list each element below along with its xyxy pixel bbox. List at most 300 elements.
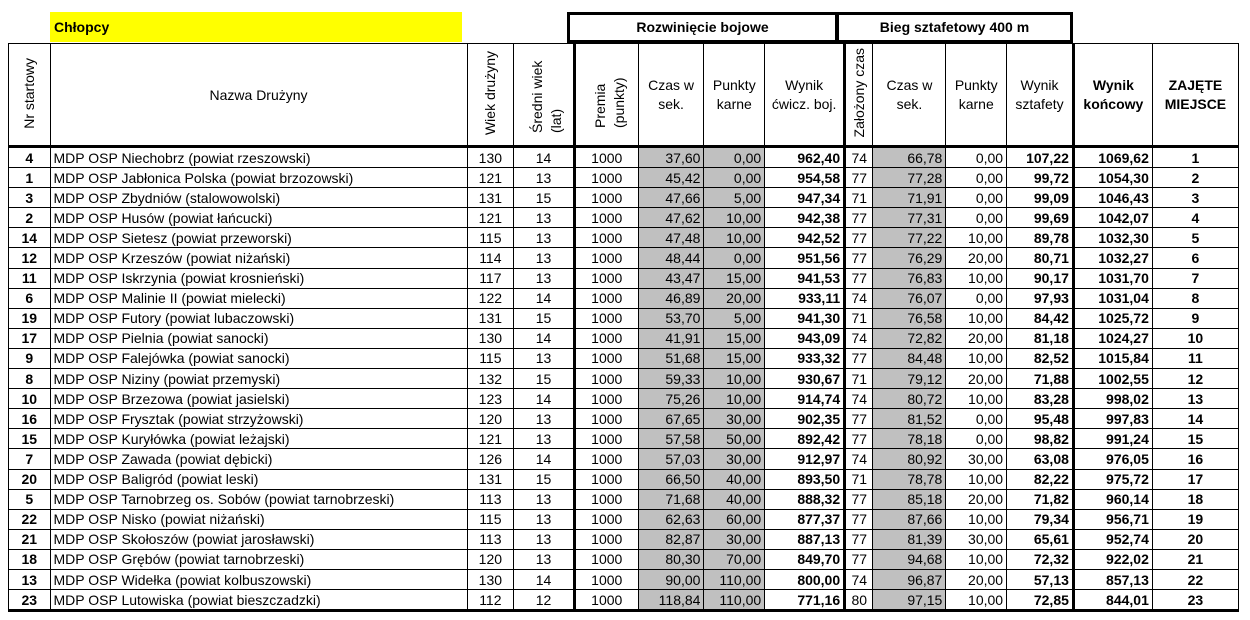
cell-relay-penalty[interactable]: 30,00 bbox=[946, 449, 1007, 469]
cell-combat-result[interactable]: 930,67 bbox=[765, 369, 845, 389]
cell-avg-age[interactable]: 14 bbox=[514, 389, 575, 409]
cell-team-name[interactable]: MDP OSP Tarnobrzeg os. Sobów (powiat tarnobrzeski) bbox=[50, 489, 467, 509]
cell-combat-penalty[interactable]: 10,00 bbox=[704, 228, 765, 248]
cell-final-result[interactable]: 975,72 bbox=[1073, 469, 1152, 489]
cell-combat-penalty[interactable]: 30,00 bbox=[704, 449, 765, 469]
cell-premium[interactable]: 1000 bbox=[574, 288, 638, 308]
col-header-relay-assumed[interactable]: Założony czas bbox=[845, 44, 873, 147]
cell-avg-age[interactable]: 13 bbox=[514, 409, 575, 429]
table-row[interactable] bbox=[9, 429, 1239, 449]
cell-relay-result[interactable]: 90,17 bbox=[1007, 268, 1074, 288]
cell-premium[interactable]: 1000 bbox=[574, 268, 638, 288]
cell-final-result[interactable]: 956,71 bbox=[1073, 509, 1152, 529]
cell-relay-time[interactable]: 81,39 bbox=[873, 529, 946, 549]
cell-combat-result[interactable]: 962,40 bbox=[765, 147, 845, 168]
cell-combat-time[interactable]: 57,58 bbox=[638, 429, 704, 449]
cell-relay-assumed[interactable]: 77 bbox=[845, 228, 873, 248]
cell-team-name[interactable]: MDP OSP Baligród (powiat leski) bbox=[50, 469, 467, 489]
cell-team-age[interactable]: 120 bbox=[467, 549, 514, 569]
table-row[interactable] bbox=[9, 228, 1239, 248]
cell-avg-age[interactable]: 13 bbox=[514, 529, 575, 549]
cell-avg-age[interactable]: 15 bbox=[514, 369, 575, 389]
cell-relay-assumed[interactable]: 77 bbox=[845, 409, 873, 429]
cell-relay-penalty[interactable]: 0,00 bbox=[946, 208, 1007, 228]
cell-place[interactable]: 15 bbox=[1152, 429, 1238, 449]
cell-relay-assumed[interactable]: 77 bbox=[845, 168, 873, 188]
cell-premium[interactable]: 1000 bbox=[574, 369, 638, 389]
cell-relay-result[interactable]: 99,09 bbox=[1007, 188, 1074, 208]
cell-combat-time[interactable]: 90,00 bbox=[638, 569, 704, 589]
cell-relay-time[interactable]: 80,72 bbox=[873, 389, 946, 409]
cell-team-name[interactable]: MDP OSP Nisko (powiat niżański) bbox=[50, 509, 467, 529]
cell-start-number[interactable]: 9 bbox=[9, 348, 51, 368]
cell-relay-assumed[interactable]: 74 bbox=[845, 147, 873, 168]
table-row[interactable] bbox=[9, 188, 1239, 208]
cell-relay-result[interactable]: 83,28 bbox=[1007, 389, 1074, 409]
cell-avg-age[interactable]: 13 bbox=[514, 248, 575, 268]
table-row[interactable] bbox=[9, 489, 1239, 509]
cell-final-result[interactable]: 998,02 bbox=[1073, 389, 1152, 409]
col-header-relay-result[interactable]: Wynik sztafety bbox=[1007, 44, 1074, 147]
cell-combat-time[interactable]: 118,84 bbox=[638, 590, 704, 611]
cell-relay-time[interactable]: 85,18 bbox=[873, 489, 946, 509]
cell-final-result[interactable]: 844,01 bbox=[1073, 590, 1152, 611]
table-row[interactable] bbox=[9, 529, 1239, 549]
table-row[interactable] bbox=[9, 389, 1239, 409]
cell-relay-result[interactable]: 107,22 bbox=[1007, 147, 1074, 168]
cell-relay-result[interactable]: 79,34 bbox=[1007, 509, 1074, 529]
cell-final-result[interactable]: 1025,72 bbox=[1073, 308, 1152, 328]
cell-team-age[interactable]: 113 bbox=[467, 529, 514, 549]
cell-relay-penalty[interactable]: 10,00 bbox=[946, 348, 1007, 368]
cell-avg-age[interactable]: 13 bbox=[514, 429, 575, 449]
cell-final-result[interactable]: 857,13 bbox=[1073, 569, 1152, 589]
cell-relay-result[interactable]: 71,88 bbox=[1007, 369, 1074, 389]
cell-premium[interactable]: 1000 bbox=[574, 509, 638, 529]
cell-relay-result[interactable]: 65,61 bbox=[1007, 529, 1074, 549]
cell-avg-age[interactable]: 13 bbox=[514, 509, 575, 529]
cell-relay-result[interactable]: 97,93 bbox=[1007, 288, 1074, 308]
cell-team-age[interactable]: 112 bbox=[467, 590, 514, 611]
cell-combat-penalty[interactable]: 50,00 bbox=[704, 429, 765, 449]
cell-premium[interactable]: 1000 bbox=[574, 469, 638, 489]
cell-relay-result[interactable]: 98,82 bbox=[1007, 429, 1074, 449]
cell-team-age[interactable]: 131 bbox=[467, 308, 514, 328]
cell-relay-penalty[interactable]: 20,00 bbox=[946, 328, 1007, 348]
cell-relay-result[interactable]: 57,13 bbox=[1007, 569, 1074, 589]
cell-relay-assumed[interactable]: 77 bbox=[845, 509, 873, 529]
table-row[interactable] bbox=[9, 208, 1239, 228]
cell-combat-result[interactable]: 954,58 bbox=[765, 168, 845, 188]
col-header-age-avg[interactable]: Średni wiek (lat) bbox=[514, 44, 575, 147]
cell-relay-assumed[interactable]: 74 bbox=[845, 389, 873, 409]
cell-premium[interactable]: 1000 bbox=[574, 489, 638, 509]
cell-start-number[interactable]: 21 bbox=[9, 529, 51, 549]
cell-premium[interactable]: 1000 bbox=[574, 389, 638, 409]
cell-start-number[interactable]: 6 bbox=[9, 288, 51, 308]
table-row[interactable] bbox=[9, 268, 1239, 288]
cell-start-number[interactable]: 5 bbox=[9, 489, 51, 509]
cell-relay-penalty[interactable]: 20,00 bbox=[946, 569, 1007, 589]
cell-relay-assumed[interactable]: 77 bbox=[845, 208, 873, 228]
cell-place[interactable]: 17 bbox=[1152, 469, 1238, 489]
col-header-age-team[interactable]: Wiek drużyny bbox=[467, 44, 514, 147]
cell-combat-time[interactable]: 41,91 bbox=[638, 328, 704, 348]
cell-start-number[interactable]: 1 bbox=[9, 168, 51, 188]
cell-combat-penalty[interactable]: 0,00 bbox=[704, 147, 765, 168]
cell-relay-assumed[interactable]: 74 bbox=[845, 569, 873, 589]
cell-relay-penalty[interactable]: 20,00 bbox=[946, 369, 1007, 389]
cell-final-result[interactable]: 997,83 bbox=[1073, 409, 1152, 429]
cell-place[interactable]: 6 bbox=[1152, 248, 1238, 268]
cell-start-number[interactable]: 12 bbox=[9, 248, 51, 268]
cell-premium[interactable]: 1000 bbox=[574, 308, 638, 328]
cell-relay-time[interactable]: 77,22 bbox=[873, 228, 946, 248]
cell-combat-result[interactable]: 951,56 bbox=[765, 248, 845, 268]
cell-relay-penalty[interactable]: 0,00 bbox=[946, 288, 1007, 308]
cell-combat-result[interactable]: 933,11 bbox=[765, 288, 845, 308]
cell-relay-time[interactable]: 84,48 bbox=[873, 348, 946, 368]
col-header-relay-time[interactable]: Czas w sek. bbox=[873, 44, 946, 147]
cell-combat-time[interactable]: 46,89 bbox=[638, 288, 704, 308]
cell-start-number[interactable]: 14 bbox=[9, 228, 51, 248]
cell-final-result[interactable]: 1042,07 bbox=[1073, 208, 1152, 228]
cell-team-age[interactable]: 132 bbox=[467, 369, 514, 389]
table-row[interactable] bbox=[9, 369, 1239, 389]
cell-premium[interactable]: 1000 bbox=[574, 228, 638, 248]
cell-relay-time[interactable]: 76,29 bbox=[873, 248, 946, 268]
cell-combat-time[interactable]: 43,47 bbox=[638, 268, 704, 288]
cell-combat-time[interactable]: 71,68 bbox=[638, 489, 704, 509]
cell-avg-age[interactable]: 13 bbox=[514, 208, 575, 228]
cell-final-result[interactable]: 1054,30 bbox=[1073, 168, 1152, 188]
cell-start-number[interactable]: 17 bbox=[9, 328, 51, 348]
cell-avg-age[interactable]: 14 bbox=[514, 288, 575, 308]
cell-start-number[interactable]: 16 bbox=[9, 409, 51, 429]
cell-relay-penalty[interactable]: 0,00 bbox=[946, 188, 1007, 208]
cell-combat-penalty[interactable]: 40,00 bbox=[704, 469, 765, 489]
cell-relay-penalty[interactable]: 10,00 bbox=[946, 268, 1007, 288]
cell-combat-time[interactable]: 48,44 bbox=[638, 248, 704, 268]
cell-combat-penalty[interactable]: 5,00 bbox=[704, 308, 765, 328]
cell-team-name[interactable]: MDP OSP Grębów (powiat tarnobrzeski) bbox=[50, 549, 467, 569]
cell-relay-penalty[interactable]: 0,00 bbox=[946, 168, 1007, 188]
cell-avg-age[interactable]: 13 bbox=[514, 268, 575, 288]
cell-combat-time[interactable]: 47,48 bbox=[638, 228, 704, 248]
cell-place[interactable]: 8 bbox=[1152, 288, 1238, 308]
cell-relay-result[interactable]: 82,52 bbox=[1007, 348, 1074, 368]
cell-combat-result[interactable]: 943,09 bbox=[765, 328, 845, 348]
cell-premium[interactable]: 1000 bbox=[574, 208, 638, 228]
cell-combat-penalty[interactable]: 10,00 bbox=[704, 369, 765, 389]
cell-combat-penalty[interactable]: 15,00 bbox=[704, 268, 765, 288]
cell-premium[interactable]: 1000 bbox=[574, 147, 638, 168]
cell-start-number[interactable]: 23 bbox=[9, 590, 51, 611]
cell-place[interactable]: 12 bbox=[1152, 369, 1238, 389]
cell-team-name[interactable]: MDP OSP Iskrzynia (powiat krosnieński) bbox=[50, 268, 467, 288]
cell-start-number[interactable]: 19 bbox=[9, 308, 51, 328]
cell-avg-age[interactable]: 13 bbox=[514, 549, 575, 569]
cell-team-age[interactable]: 130 bbox=[467, 569, 514, 589]
cell-team-age[interactable]: 121 bbox=[467, 429, 514, 449]
table-row[interactable] bbox=[9, 288, 1239, 308]
cell-relay-time[interactable]: 81,52 bbox=[873, 409, 946, 429]
group-header-relay[interactable]: Bieg sztafetowy 400 m bbox=[836, 12, 1073, 43]
cell-team-age[interactable]: 117 bbox=[467, 268, 514, 288]
cell-team-age[interactable]: 126 bbox=[467, 449, 514, 469]
cell-team-name[interactable]: MDP OSP Widełka (powiat kolbuszowski) bbox=[50, 569, 467, 589]
cell-relay-assumed[interactable]: 74 bbox=[845, 328, 873, 348]
cell-avg-age[interactable]: 15 bbox=[514, 469, 575, 489]
cell-start-number[interactable]: 18 bbox=[9, 549, 51, 569]
cell-relay-penalty[interactable]: 0,00 bbox=[946, 409, 1007, 429]
cell-combat-penalty[interactable]: 10,00 bbox=[704, 389, 765, 409]
cell-relay-time[interactable]: 66,78 bbox=[873, 147, 946, 168]
table-row[interactable] bbox=[9, 248, 1239, 268]
cell-relay-time[interactable]: 76,58 bbox=[873, 308, 946, 328]
cell-team-name[interactable]: MDP OSP Falejówka (powiat sanocki) bbox=[50, 348, 467, 368]
cell-team-age[interactable]: 130 bbox=[467, 147, 514, 168]
cell-relay-penalty[interactable]: 20,00 bbox=[946, 489, 1007, 509]
cell-premium[interactable]: 1000 bbox=[574, 449, 638, 469]
cell-team-name[interactable]: MDP OSP Skołoszów (powiat jarosławski) bbox=[50, 529, 467, 549]
cell-combat-result[interactable]: 902,35 bbox=[765, 409, 845, 429]
cell-relay-result[interactable]: 81,18 bbox=[1007, 328, 1074, 348]
cell-combat-result[interactable]: 892,42 bbox=[765, 429, 845, 449]
cell-place[interactable]: 3 bbox=[1152, 188, 1238, 208]
cell-combat-time[interactable]: 75,26 bbox=[638, 389, 704, 409]
cell-team-age[interactable]: 121 bbox=[467, 208, 514, 228]
cell-team-name[interactable]: MDP OSP Zbydniów (stalowowolski) bbox=[50, 188, 467, 208]
cell-final-result[interactable]: 952,74 bbox=[1073, 529, 1152, 549]
table-row[interactable] bbox=[9, 308, 1239, 328]
cell-combat-time[interactable]: 51,68 bbox=[638, 348, 704, 368]
cell-avg-age[interactable]: 14 bbox=[514, 147, 575, 168]
cell-relay-penalty[interactable]: 0,00 bbox=[946, 147, 1007, 168]
cell-combat-penalty[interactable]: 30,00 bbox=[704, 529, 765, 549]
col-header-combat-result[interactable]: Wynik ćwicz. boj. bbox=[765, 44, 845, 147]
cell-premium[interactable]: 1000 bbox=[574, 590, 638, 611]
cell-relay-assumed[interactable]: 77 bbox=[845, 429, 873, 449]
cell-final-result[interactable]: 1032,27 bbox=[1073, 248, 1152, 268]
cell-premium[interactable]: 1000 bbox=[574, 168, 638, 188]
cell-relay-penalty[interactable]: 10,00 bbox=[946, 549, 1007, 569]
cell-combat-result[interactable]: 914,74 bbox=[765, 389, 845, 409]
cell-combat-penalty[interactable]: 10,00 bbox=[704, 208, 765, 228]
cell-relay-result[interactable]: 80,71 bbox=[1007, 248, 1074, 268]
cell-combat-result[interactable]: 947,34 bbox=[765, 188, 845, 208]
cell-team-age[interactable]: 131 bbox=[467, 188, 514, 208]
cell-combat-time[interactable]: 45,42 bbox=[638, 168, 704, 188]
cell-relay-penalty[interactable]: 10,00 bbox=[946, 308, 1007, 328]
cell-relay-assumed[interactable]: 80 bbox=[845, 590, 873, 611]
cell-combat-penalty[interactable]: 40,00 bbox=[704, 489, 765, 509]
cell-relay-penalty[interactable]: 10,00 bbox=[946, 469, 1007, 489]
cell-avg-age[interactable]: 15 bbox=[514, 308, 575, 328]
cell-team-age[interactable]: 114 bbox=[467, 248, 514, 268]
col-header-place[interactable]: ZAJĘTE MIEJSCE bbox=[1152, 44, 1238, 147]
table-row[interactable] bbox=[9, 569, 1239, 589]
cell-relay-assumed[interactable]: 71 bbox=[845, 188, 873, 208]
cell-relay-result[interactable]: 71,82 bbox=[1007, 489, 1074, 509]
cell-combat-result[interactable]: 941,30 bbox=[765, 308, 845, 328]
cell-relay-time[interactable]: 71,91 bbox=[873, 188, 946, 208]
cell-avg-age[interactable]: 14 bbox=[514, 328, 575, 348]
col-header-combat-time[interactable]: Czas w sek. bbox=[638, 44, 704, 147]
cell-relay-assumed[interactable]: 71 bbox=[845, 308, 873, 328]
cell-start-number[interactable]: 10 bbox=[9, 389, 51, 409]
cell-relay-result[interactable]: 89,78 bbox=[1007, 228, 1074, 248]
cell-relay-penalty[interactable]: 30,00 bbox=[946, 529, 1007, 549]
cell-relay-result[interactable]: 99,72 bbox=[1007, 168, 1074, 188]
cell-team-name[interactable]: MDP OSP Malinie II (powiat mielecki) bbox=[50, 288, 467, 308]
group-header-combat[interactable]: Rozwinięcie bojowe bbox=[567, 12, 838, 43]
col-header-nr[interactable]: Nr startowy bbox=[9, 44, 51, 147]
cell-premium[interactable]: 1000 bbox=[574, 549, 638, 569]
cell-start-number[interactable]: 4 bbox=[9, 147, 51, 168]
cell-combat-result[interactable]: 800,00 bbox=[765, 569, 845, 589]
cell-final-result[interactable]: 976,05 bbox=[1073, 449, 1152, 469]
cell-place[interactable]: 1 bbox=[1152, 147, 1238, 168]
cell-final-result[interactable]: 1015,84 bbox=[1073, 348, 1152, 368]
cell-team-age[interactable]: 130 bbox=[467, 328, 514, 348]
table-row[interactable] bbox=[9, 549, 1239, 569]
cell-relay-penalty[interactable]: 20,00 bbox=[946, 248, 1007, 268]
cell-relay-assumed[interactable]: 74 bbox=[845, 449, 873, 469]
cell-relay-penalty[interactable]: 10,00 bbox=[946, 590, 1007, 611]
cell-place[interactable]: 16 bbox=[1152, 449, 1238, 469]
cell-combat-time[interactable]: 53,70 bbox=[638, 308, 704, 328]
cell-avg-age[interactable]: 14 bbox=[514, 449, 575, 469]
cell-avg-age[interactable]: 15 bbox=[514, 188, 575, 208]
cell-relay-time[interactable]: 77,31 bbox=[873, 208, 946, 228]
cell-place[interactable]: 14 bbox=[1152, 409, 1238, 429]
cell-relay-time[interactable]: 96,87 bbox=[873, 569, 946, 589]
cell-place[interactable]: 22 bbox=[1152, 569, 1238, 589]
table-row[interactable] bbox=[9, 147, 1239, 168]
cell-place[interactable]: 21 bbox=[1152, 549, 1238, 569]
cell-place[interactable]: 9 bbox=[1152, 308, 1238, 328]
cell-team-age[interactable]: 115 bbox=[467, 228, 514, 248]
cell-team-name[interactable]: MDP OSP Zawada (powiat dębicki) bbox=[50, 449, 467, 469]
cell-relay-result[interactable]: 72,32 bbox=[1007, 549, 1074, 569]
cell-team-name[interactable]: MDP OSP Niziny (powiat przemyski) bbox=[50, 369, 467, 389]
cell-combat-result[interactable]: 888,32 bbox=[765, 489, 845, 509]
cell-combat-result[interactable]: 942,52 bbox=[765, 228, 845, 248]
cell-team-name[interactable]: MDP OSP Krzeszów (powiat niżański) bbox=[50, 248, 467, 268]
cell-team-age[interactable]: 120 bbox=[467, 409, 514, 429]
cell-relay-penalty[interactable]: 10,00 bbox=[946, 228, 1007, 248]
cell-final-result[interactable]: 1031,70 bbox=[1073, 268, 1152, 288]
cell-relay-result[interactable]: 95,48 bbox=[1007, 409, 1074, 429]
cell-combat-penalty[interactable]: 15,00 bbox=[704, 328, 765, 348]
cell-relay-time[interactable]: 94,68 bbox=[873, 549, 946, 569]
cell-team-name[interactable]: MDP OSP Niechobrz (powiat rzeszowski) bbox=[50, 147, 467, 168]
cell-premium[interactable]: 1000 bbox=[574, 248, 638, 268]
cell-start-number[interactable]: 15 bbox=[9, 429, 51, 449]
cell-relay-time[interactable]: 78,18 bbox=[873, 429, 946, 449]
cell-premium[interactable]: 1000 bbox=[574, 328, 638, 348]
cell-combat-result[interactable]: 942,38 bbox=[765, 208, 845, 228]
cell-premium[interactable]: 1000 bbox=[574, 529, 638, 549]
cell-team-age[interactable]: 121 bbox=[467, 168, 514, 188]
cell-final-result[interactable]: 1046,43 bbox=[1073, 188, 1152, 208]
cell-team-name[interactable]: MDP OSP Frysztak (powiat strzyżowski) bbox=[50, 409, 467, 429]
cell-team-name[interactable]: MDP OSP Husów (powiat łańcucki) bbox=[50, 208, 467, 228]
cell-relay-result[interactable]: 63,08 bbox=[1007, 449, 1074, 469]
table-row[interactable] bbox=[9, 509, 1239, 529]
cell-relay-assumed[interactable]: 77 bbox=[845, 248, 873, 268]
cell-combat-time[interactable]: 47,62 bbox=[638, 208, 704, 228]
cell-start-number[interactable]: 22 bbox=[9, 509, 51, 529]
cell-premium[interactable]: 1000 bbox=[574, 569, 638, 589]
cell-relay-time[interactable]: 78,78 bbox=[873, 469, 946, 489]
cell-relay-time[interactable]: 76,07 bbox=[873, 288, 946, 308]
cell-combat-result[interactable]: 893,50 bbox=[765, 469, 845, 489]
cell-avg-age[interactable]: 13 bbox=[514, 348, 575, 368]
cell-relay-assumed[interactable]: 77 bbox=[845, 549, 873, 569]
cell-final-result[interactable]: 1002,55 bbox=[1073, 369, 1152, 389]
cell-team-name[interactable]: MDP OSP Brzezowa (powiat jasielski) bbox=[50, 389, 467, 409]
cell-combat-penalty[interactable]: 110,00 bbox=[704, 590, 765, 611]
cell-combat-time[interactable]: 57,03 bbox=[638, 449, 704, 469]
cell-avg-age[interactable]: 14 bbox=[514, 569, 575, 589]
table-row[interactable] bbox=[9, 469, 1239, 489]
col-header-final[interactable]: Wynik końcowy bbox=[1073, 44, 1152, 147]
cell-premium[interactable]: 1000 bbox=[574, 188, 638, 208]
cell-combat-result[interactable]: 771,16 bbox=[765, 590, 845, 611]
cell-final-result[interactable]: 960,14 bbox=[1073, 489, 1152, 509]
cell-relay-assumed[interactable]: 71 bbox=[845, 469, 873, 489]
cell-combat-penalty[interactable]: 110,00 bbox=[704, 569, 765, 589]
cell-combat-time[interactable]: 37,60 bbox=[638, 147, 704, 168]
cell-combat-result[interactable]: 849,70 bbox=[765, 549, 845, 569]
cell-relay-assumed[interactable]: 77 bbox=[845, 489, 873, 509]
cell-start-number[interactable]: 7 bbox=[9, 449, 51, 469]
cell-start-number[interactable]: 8 bbox=[9, 369, 51, 389]
col-header-name[interactable]: Nazwa Drużyny bbox=[50, 44, 467, 147]
cell-combat-time[interactable]: 59,33 bbox=[638, 369, 704, 389]
col-header-combat-penalty[interactable]: Punkty karne bbox=[704, 44, 765, 147]
cell-team-age[interactable]: 115 bbox=[467, 348, 514, 368]
cell-final-result[interactable]: 922,02 bbox=[1073, 549, 1152, 569]
cell-combat-penalty[interactable]: 20,00 bbox=[704, 288, 765, 308]
cell-premium[interactable]: 1000 bbox=[574, 429, 638, 449]
cell-relay-result[interactable]: 82,22 bbox=[1007, 469, 1074, 489]
cell-combat-time[interactable]: 82,87 bbox=[638, 529, 704, 549]
cell-combat-penalty[interactable]: 70,00 bbox=[704, 549, 765, 569]
cell-final-result[interactable]: 1031,04 bbox=[1073, 288, 1152, 308]
cell-relay-time[interactable]: 87,66 bbox=[873, 509, 946, 529]
cell-relay-time[interactable]: 79,12 bbox=[873, 369, 946, 389]
sheet-title[interactable]: Chłopcy bbox=[50, 12, 462, 42]
table-row[interactable] bbox=[9, 590, 1239, 611]
cell-start-number[interactable]: 3 bbox=[9, 188, 51, 208]
cell-place[interactable]: 20 bbox=[1152, 529, 1238, 549]
cell-relay-result[interactable]: 99,69 bbox=[1007, 208, 1074, 228]
table-row[interactable] bbox=[9, 409, 1239, 429]
cell-avg-age[interactable]: 13 bbox=[514, 489, 575, 509]
cell-combat-penalty[interactable]: 60,00 bbox=[704, 509, 765, 529]
cell-team-name[interactable]: MDP OSP Sietesz (powiat przeworski) bbox=[50, 228, 467, 248]
cell-combat-result[interactable]: 887,13 bbox=[765, 529, 845, 549]
cell-team-age[interactable]: 123 bbox=[467, 389, 514, 409]
cell-combat-penalty[interactable]: 30,00 bbox=[704, 409, 765, 429]
cell-premium[interactable]: 1000 bbox=[574, 409, 638, 429]
cell-combat-time[interactable]: 66,50 bbox=[638, 469, 704, 489]
cell-place[interactable]: 2 bbox=[1152, 168, 1238, 188]
col-header-relay-penalty[interactable]: Punkty karne bbox=[946, 44, 1007, 147]
